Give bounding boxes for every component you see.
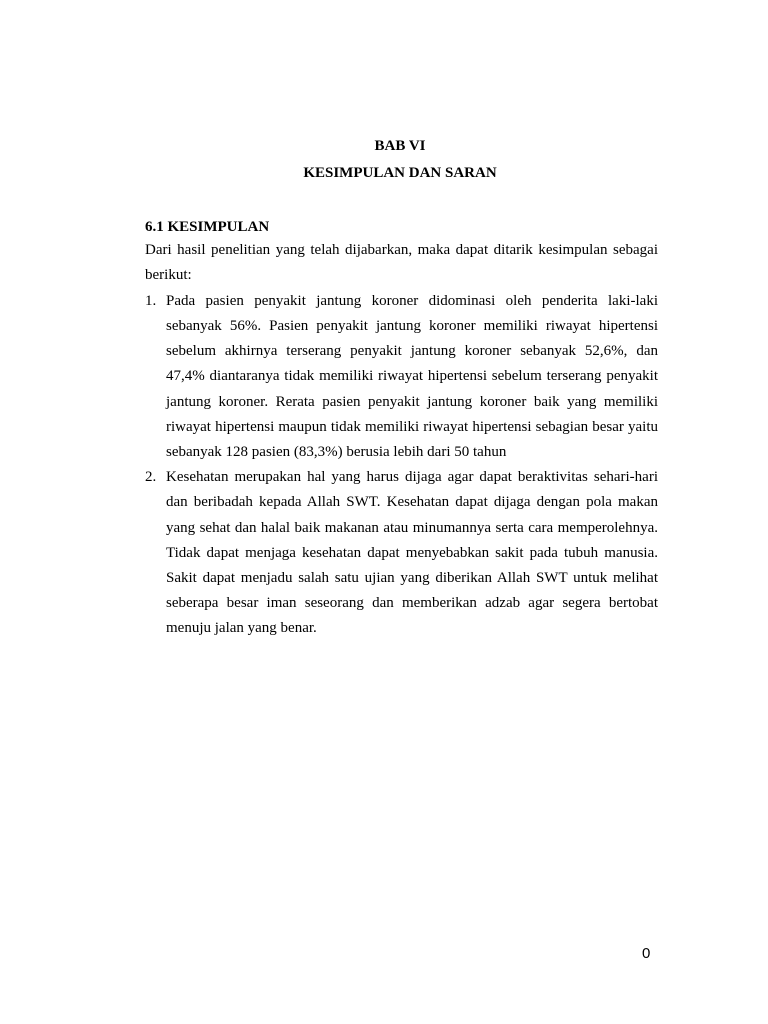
section-content: [145, 216, 658, 642]
section-intro: Dari hasil penelitian yang telah dijabarkan, maka dapat ditarik kesimpulan sebagai berikut:: [145, 242, 658, 284]
list-number: 2.: [145, 469, 157, 486]
section-heading: 6.1 KESIMPULAN: [145, 219, 270, 235]
chapter-title: KESIMPULAN DAN SARAN: [303, 165, 497, 181]
conclusion-item-2: [145, 465, 658, 641]
list-item-text: Pada pasien penyakit jantung koroner didominasi oleh penderita laki-laki sebanyak 56%. Pasien penyakit jantung koroner memiliki riwayat hipertensi sebelum akhirnya terserang penyakit jantung koroner sebanyak 52,6%, dan 47,4% diantaranya tidak memiliki riwayat hipertensi sebelum terserang penyakit jantung koroner. Rerata pasien penyakit jantung koroner baik yang memiliki riwayat hipertensi maupun tidak memiliki riwayat hipertensi sebagian besar yaitu sebanyak 128 pasien (83,3%) berusia lebih dari 50 tahun: [166, 292, 658, 461]
list-number: 1.: [145, 292, 157, 309]
chapter-number: BAB VI: [374, 138, 426, 154]
conclusion-item-1: [145, 289, 658, 465]
list-item-text: Kesehatan merupakan hal yang harus dijaga agar dapat beraktivitas sehari-hari dan beribadah kepada Allah SWT. Kesehatan dapat dijaga dengan pola makan yang sehat dan halal baik makanan atau minumannya serta cara memperolehnya. Tidak dapat menjaga kesehatan dapat menyebabkan sakit pada tubuh manusia. Sakit dapat menjadu salah satu ujian yang diberikan Allah SWT untuk melihat seberapa besar iman seseorang dan memberikan adzab agar segera bertobat menuju jalan yang benar.: [166, 469, 658, 637]
conclusion-list: [145, 289, 658, 642]
page-number: 0: [642, 945, 651, 962]
